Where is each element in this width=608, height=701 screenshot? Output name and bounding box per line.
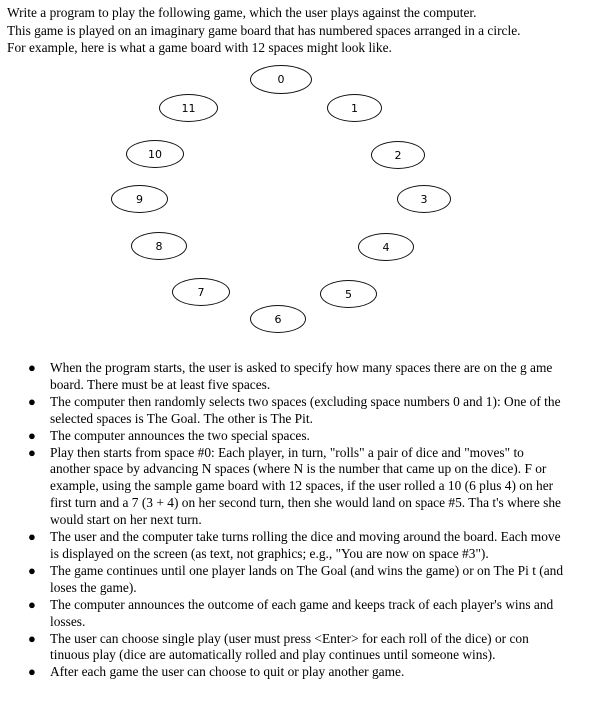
list-item: ● Play then starts from space #0: Each player, in turn, "rolls" a pair of dice and "moves" to another space by advancing N spaces (where N is the number that came up on the dice). F or example, using the sample game board with 12 spaces, if the user rolled a 10 (6 plus 4) on her first turn and a 7 (3 + 4) on her second turn, then she would land on space #5. Tha t's where she would start on her next turn. (28, 444, 561, 528)
bullet-icon: ● (28, 596, 36, 612)
list-item: ● After each game the user can choose to quit or play another game. (28, 664, 405, 680)
bullet-icon: ● (28, 427, 36, 443)
intro-line: For example, here is what a game board with 12 spaces might look like. (7, 40, 392, 55)
board-space-5: 5 (320, 280, 377, 308)
list-item: ● The game continues until one player lands on The Goal (and wins the game) or on The Pi t (and loses the game). (28, 562, 564, 595)
intro-line: This game is played on an imaginary game board that has numbered spaces arranged in a circle. (7, 22, 521, 38)
list-item: ● The user and the computer take turns rolling the dice and moving around the board. Each move is displayed on the screen (as text, not graphics; e.g., "You are now on space #3"). (28, 529, 561, 561)
board-space-11: 11 (159, 94, 218, 122)
board-space-7: 7 (172, 278, 230, 306)
board-space-1: 1 (327, 94, 382, 122)
board-space-0: 0 (250, 65, 312, 94)
list-item: ● When the program starts, the user is asked to specify how many spaces there are on the g ame board. There must be at least five spaces. (28, 360, 553, 392)
list-item: ● The computer then randomly selects two spaces (excluding space numbers 0 and 1): One of the selected spaces is The Goal. The other is The Pit. (28, 393, 561, 426)
bullet-icon: ● (28, 664, 36, 680)
intro-line: Write a program to play the following game, which the user plays against the computer. (7, 5, 477, 20)
board-space-3: 3 (397, 185, 451, 213)
bullet-icon: ● (28, 529, 36, 545)
board-space-4: 4 (358, 233, 414, 261)
bullet-icon: ● (28, 444, 36, 460)
list-item: ● The computer announces the outcome of each game and keeps track of each player's wins and losses. (28, 596, 554, 629)
list-item: ● The computer announces the two special spaces. (28, 427, 310, 443)
bullet-icon: ● (28, 630, 36, 646)
board-space-9: 9 (111, 185, 168, 213)
board-space-6: 6 (250, 305, 306, 333)
board-space-8: 8 (131, 232, 187, 260)
list-item: ● The user can choose single play (user must press <Enter> for each roll of the dice) or con tinuous play (dice are automatically rolled and play continues until someone wins). (28, 630, 529, 663)
bullet-icon: ● (28, 562, 36, 578)
bullet-icon: ● (28, 360, 36, 375)
rules-list (0, 360, 600, 681)
board-space-10: 10 (126, 140, 184, 168)
board-space-2: 2 (371, 141, 425, 169)
bullet-icon: ● (28, 393, 36, 409)
